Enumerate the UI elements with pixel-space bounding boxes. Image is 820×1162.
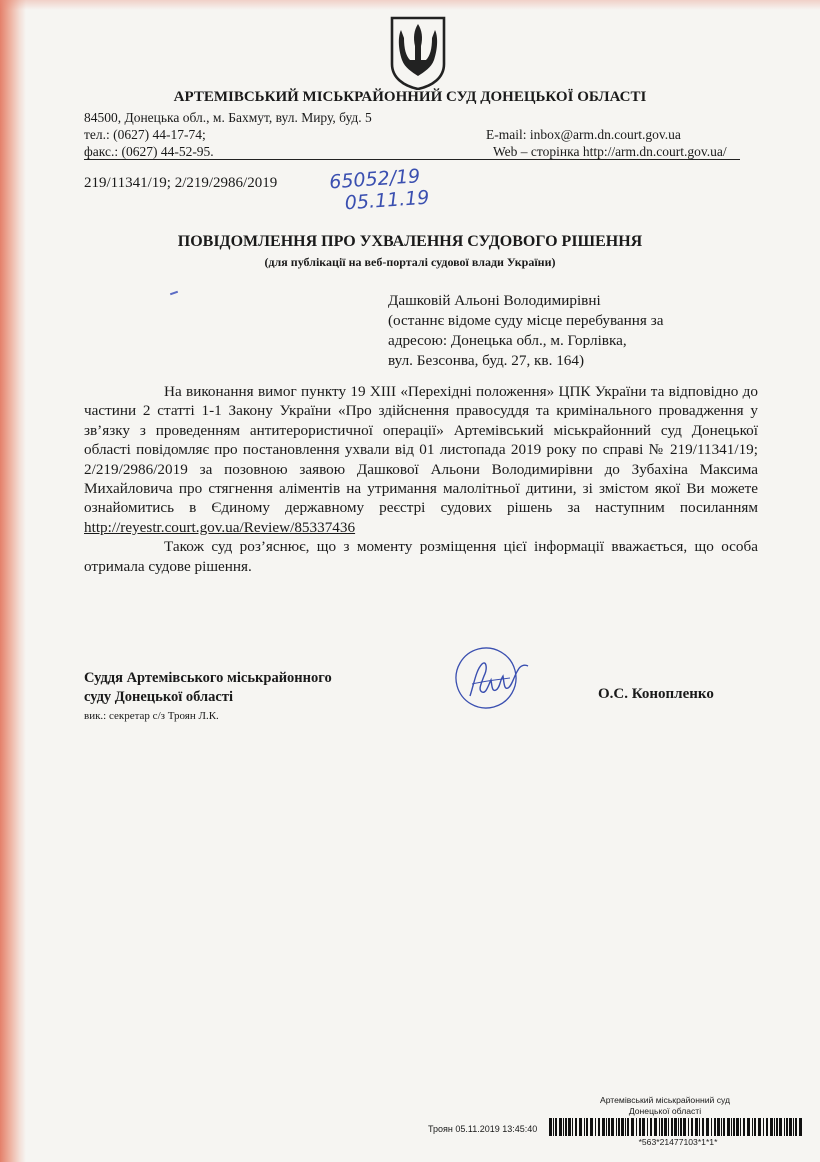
- barcode-bar: [636, 1118, 637, 1136]
- barcode-text: *563*21477103*1*1*: [638, 1137, 718, 1147]
- barcode-bar: [702, 1118, 704, 1136]
- registry-link[interactable]: http://reyestr.court.gov.ua/Review/85337436: [84, 518, 356, 536]
- barcode-bar: [786, 1118, 788, 1136]
- barcode-bar: [659, 1118, 660, 1136]
- barcode-bar: [779, 1118, 782, 1136]
- barcode-bar: [691, 1118, 693, 1136]
- barcode-bar: [793, 1118, 794, 1136]
- document-barcode: [549, 1118, 805, 1136]
- barcode-bar: [598, 1118, 600, 1136]
- barcode-bar: [618, 1118, 620, 1136]
- stamp-incoming-number: 65052/19: [328, 165, 421, 194]
- barcode-bar: [799, 1118, 802, 1136]
- barcode-bar: [747, 1118, 750, 1136]
- barcode-bar: [668, 1118, 669, 1136]
- barcode-bar: [678, 1118, 679, 1136]
- addressee-address: адресою: Донецька обл., м. Горлівка,: [388, 332, 627, 349]
- barcode-bar: [733, 1118, 735, 1136]
- stamp-date: 05.11.19: [344, 186, 431, 215]
- barcode-bar: [584, 1118, 585, 1136]
- barcode-bar: [763, 1118, 764, 1136]
- barcode-bar: [743, 1118, 745, 1136]
- barcode-bar: [559, 1118, 562, 1136]
- barcode-bar: [549, 1118, 552, 1136]
- judge-title-line-1: Суддя Артемівського міськрайонного: [84, 670, 332, 686]
- barcode-bar: [699, 1118, 700, 1136]
- scan-edge-shadow: [0, 0, 26, 1162]
- barcode-bar: [579, 1118, 582, 1136]
- barcode-bar: [586, 1118, 588, 1136]
- footer-court-line-2: Донецької області: [628, 1106, 702, 1116]
- barcode-bar: [754, 1118, 756, 1136]
- barcode-bar: [683, 1118, 686, 1136]
- header-divider: [84, 159, 740, 160]
- body-paragraph-1-text: На виконання вимог пункту 19 ХІІІ «Перехідні положення» ЦПК України та відповідно до частини 2 статті 1-1 Закону України «Про здійснення правосуддя та кримінального провадження у зв’язку з проведенням антитерористичної операції» Артемівський міськрайонний суд Донецької області повідомляє про постановлення ухвали від 01 листопада 2019 року по справі № 219/11341/19; 2/219/2986/2019 за позовною заявою Дашкової Альони Володимирівни до Зубахіна Максима Михайловича про стягнення аліментів на утримання малолітньої дитини, зі змістом якої Ви можете ознайомитись в Єдиному державному реєстрі судових рішень за наступним посиланням: [84, 383, 758, 517]
- barcode-bar: [553, 1118, 554, 1136]
- barcode-bar: [608, 1118, 610, 1136]
- barcode-bar: [740, 1118, 741, 1136]
- barcode-bar: [688, 1118, 689, 1136]
- court-address: 84500, Донецька обл., м. Бахмут, вул. Миру, буд. 5: [84, 110, 372, 125]
- barcode-bar: [650, 1118, 652, 1136]
- notice-body: [84, 382, 758, 576]
- barcode-bar: [695, 1118, 698, 1136]
- barcode-bar: [647, 1118, 648, 1136]
- footer-court-name: [585, 1095, 745, 1117]
- barcode-bar: [661, 1118, 663, 1136]
- notice-title: ПОВІДОМЛЕННЯ ПРО УХВАЛЕННЯ СУДОВОГО РІШЕННЯ: [177, 233, 643, 250]
- barcode-bar: [776, 1118, 778, 1136]
- secretary-note: вик.: секретар с/з Троян Л.К.: [84, 710, 219, 722]
- handwritten-signature: [448, 640, 538, 712]
- notice-subtitle: (для публікації на веб-порталі судової влади України): [264, 255, 556, 269]
- footer-court-line-1: Артемівський міськрайонний суд: [599, 1095, 731, 1105]
- barcode-bar: [555, 1118, 557, 1136]
- addressee-note: (останнє відоме суду місце перебування за: [388, 312, 664, 329]
- court-phone: тел.: (0627) 44-17-74;: [84, 127, 206, 142]
- registration-stamp: [329, 165, 430, 216]
- barcode-bar: [671, 1118, 673, 1136]
- barcode-bar: [774, 1118, 775, 1136]
- barcode-bar: [789, 1118, 792, 1136]
- barcode-bar: [568, 1118, 571, 1136]
- barcode-bar: [723, 1118, 725, 1136]
- barcode-bar: [717, 1118, 720, 1136]
- barcode-bar: [631, 1118, 634, 1136]
- barcode-bar: [706, 1118, 709, 1136]
- barcode-bar: [621, 1118, 624, 1136]
- court-name: АРТЕМІВСЬКИЙ МІСЬКРАЙОННИЙ СУД ДОНЕЦЬКОЇ ОБЛАСТІ: [173, 89, 647, 105]
- body-paragraph-2: Також суд роз’яснює, що з моменту розміщення цієї інформації вважається, що особа отримала судове рішення.: [84, 538, 758, 575]
- barcode-bar: [595, 1118, 596, 1136]
- barcode-bar: [714, 1118, 716, 1136]
- barcode-bar: [639, 1118, 641, 1136]
- barcode-bar: [565, 1118, 567, 1136]
- barcode-bar: [572, 1118, 573, 1136]
- barcode-bar: [563, 1118, 564, 1136]
- case-number: 219/11341/19; 2/219/2986/2019: [84, 175, 278, 191]
- barcode-bar: [590, 1118, 593, 1136]
- barcode-bar: [784, 1118, 785, 1136]
- barcode-bar: [795, 1118, 797, 1136]
- barcode-bar: [766, 1118, 768, 1136]
- coat-of-arms-icon: [388, 16, 448, 90]
- addressee-block: [388, 291, 738, 371]
- barcode-bar: [758, 1118, 761, 1136]
- judge-title: [84, 669, 332, 707]
- barcode-bar: [711, 1118, 712, 1136]
- barcode-bar: [606, 1118, 607, 1136]
- barcode-bar: [731, 1118, 732, 1136]
- barcode-bar: [721, 1118, 722, 1136]
- court-fax: факс.: (0627) 44-52-95.: [84, 144, 214, 159]
- court-website: Web – сторінка http://arm.dn.court.gov.ua/: [493, 144, 727, 159]
- court-email: E-mail: inbox@arm.dn.court.gov.ua: [486, 127, 681, 142]
- barcode-bar: [680, 1118, 682, 1136]
- barcode-bar: [616, 1118, 617, 1136]
- barcode-bar: [770, 1118, 773, 1136]
- barcode-bar: [654, 1118, 657, 1136]
- barcode-bar: [627, 1118, 629, 1136]
- barcode-bar: [752, 1118, 753, 1136]
- addressee-name: Дашковій Альоні Володимирівні: [388, 292, 601, 309]
- barcode-bar: [575, 1118, 577, 1136]
- barcode-bar: [602, 1118, 605, 1136]
- addressee-street: вул. Безсонва, буд. 27, кв. 164): [388, 352, 585, 369]
- pen-mark: [170, 291, 178, 296]
- barcode-bar: [642, 1118, 645, 1136]
- barcode-bar: [736, 1118, 739, 1136]
- barcode-bar: [674, 1118, 677, 1136]
- scan-top-shadow: [0, 0, 820, 10]
- footer-user-timestamp: Троян 05.11.2019 13:45:40: [428, 1124, 538, 1134]
- barcode-bar: [727, 1118, 730, 1136]
- body-paragraph-1: [84, 382, 758, 537]
- barcode-bar: [625, 1118, 626, 1136]
- barcode-bar: [611, 1118, 614, 1136]
- judge-title-line-2: суду Донецької області: [84, 689, 234, 705]
- barcode-bar: [664, 1118, 667, 1136]
- judge-name: О.С. Конопленко: [598, 686, 714, 702]
